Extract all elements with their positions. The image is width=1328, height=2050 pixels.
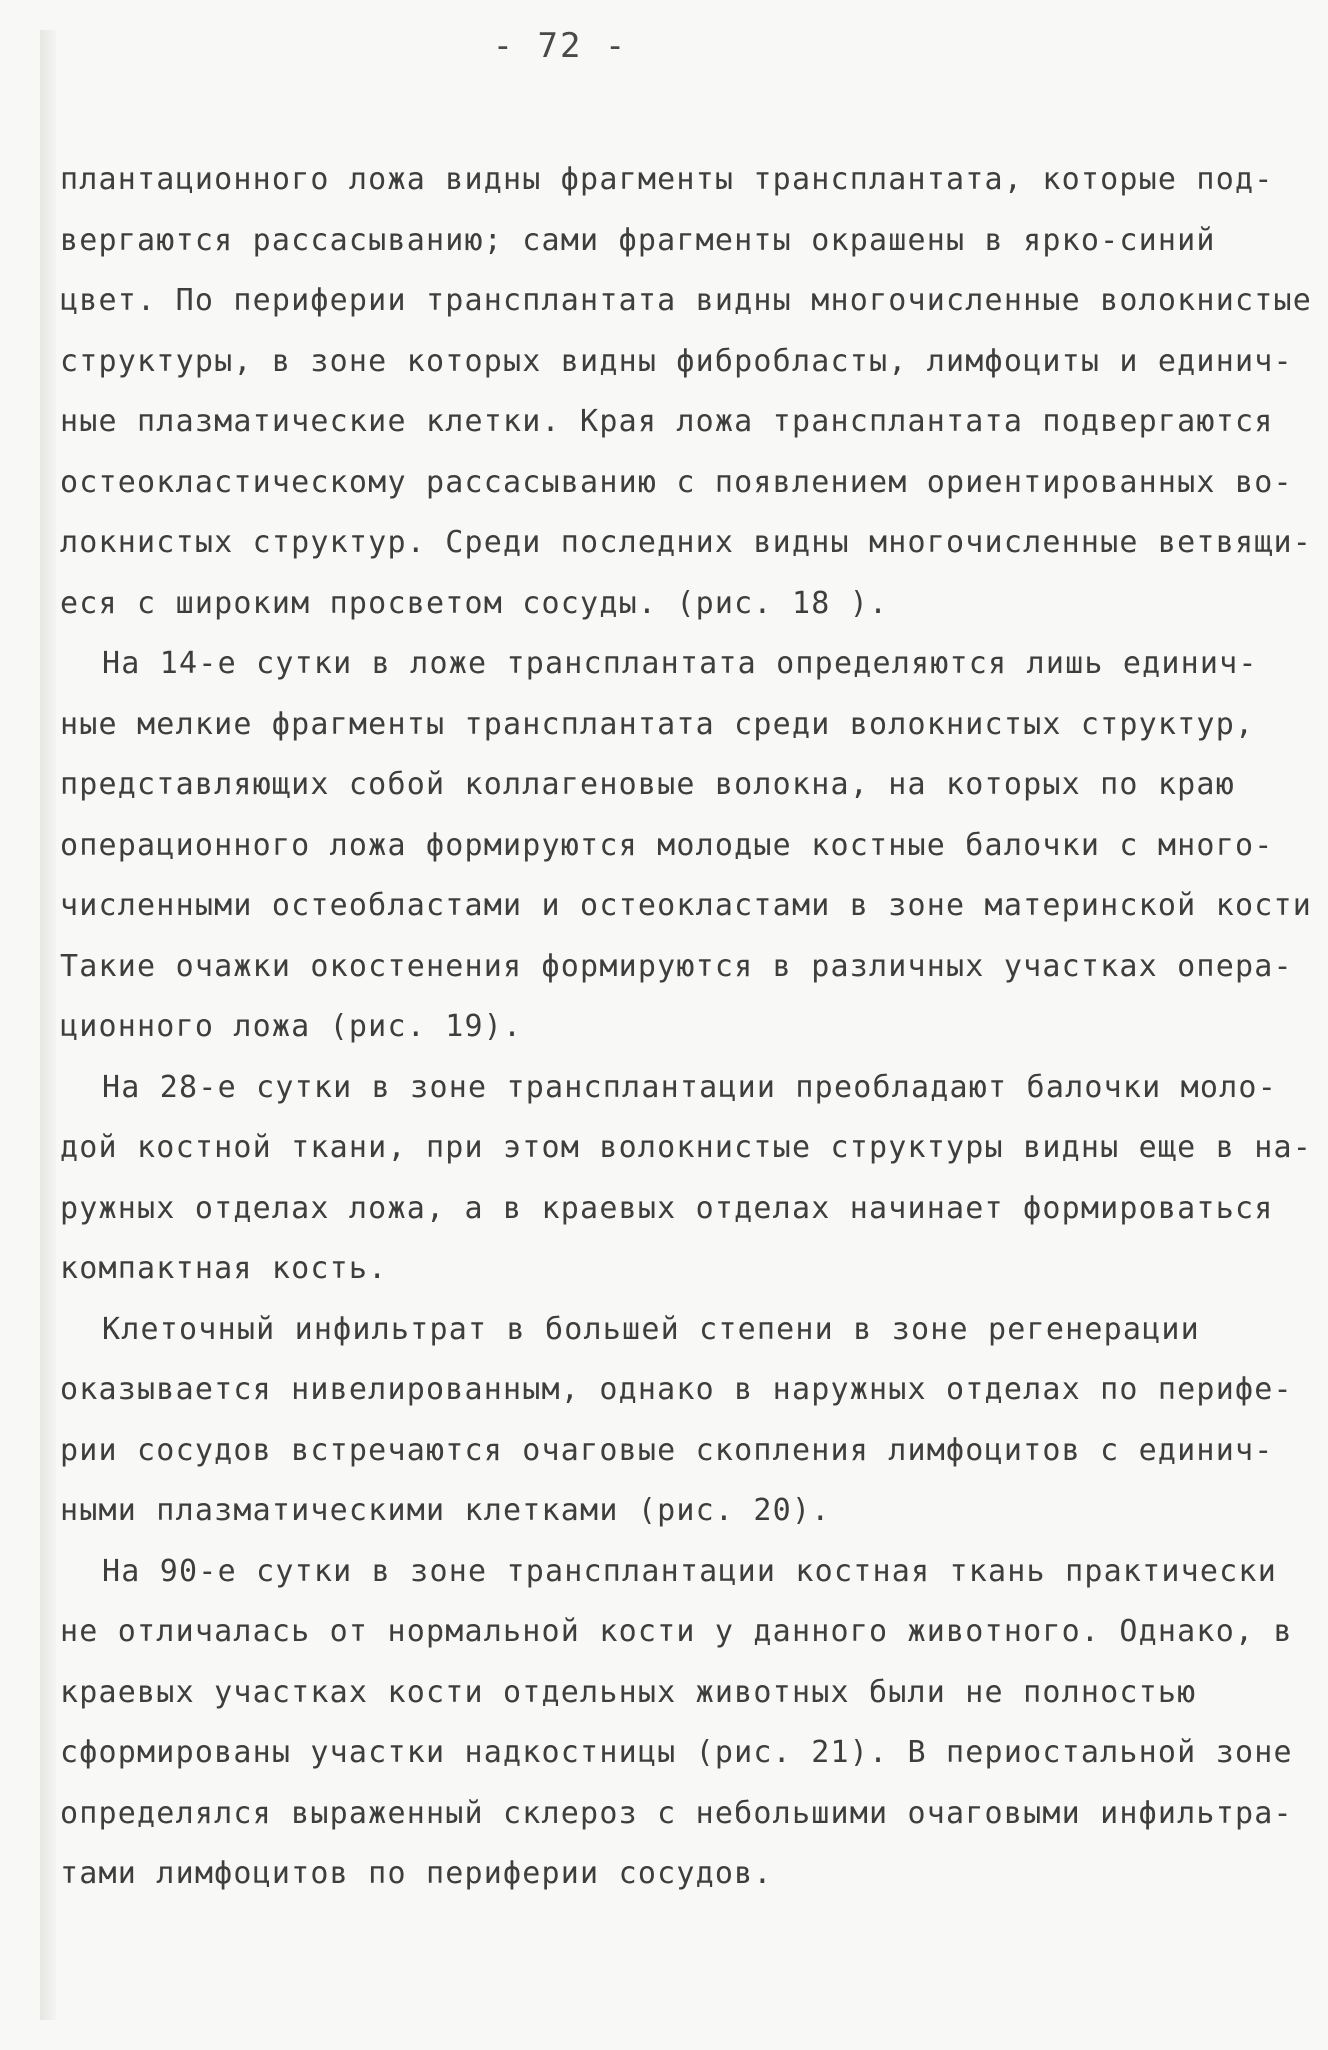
page-number: - 72 -	[492, 26, 628, 66]
paragraph-first-line: На 14-е сутки в ложе трансплантата определяются лишь единич-	[102, 646, 1258, 681]
text-line: краевых участках кости отдельных животных были не полностью	[60, 1674, 1197, 1710]
text-line: сформированы участки надкостницы (рис. 21). В периостальной зоне	[60, 1735, 1293, 1770]
text-line: вергаются рассасыванию; сами фрагменты окрашены в ярко-синий	[60, 222, 1216, 258]
text-line: ные мелкие фрагменты трансплантата среди волокнистых структур,	[60, 706, 1255, 742]
text-line: оказывается нивелированным, однако в наружных отделах по перифе-	[60, 1372, 1293, 1407]
text-line: остеокластическому рассасыванию с появлением ориентированных во-	[60, 464, 1293, 500]
paragraph-first-line: На 90-е сутки в зоне трансплантации костная ткань практически	[102, 1553, 1277, 1589]
text-line: рии сосудов встречаются очаговые скопления лимфоцитов с единич-	[60, 1432, 1274, 1468]
text-line: не отличалась от нормальной кости у данного животного. Однако, в	[60, 1614, 1293, 1649]
text-line: ными плазматическими клетками (рис. 20).	[60, 1493, 831, 1528]
scan-edge-shadow	[40, 30, 56, 2020]
text-line: цвет. По периферии трансплантата видны многочисленные волокнистые	[60, 283, 1312, 318]
text-line: представляющих собой коллагеновые волокна, на которых по краю	[60, 767, 1235, 802]
text-line: операционного ложа формируются молодые костные балочки с много-	[60, 827, 1274, 863]
text-line: структуры, в зоне которых видны фибробласты, лимфоциты и единич-	[60, 343, 1293, 379]
paragraph-first-line: На 28-е сутки в зоне трансплантации преобладают балочки моло-	[102, 1069, 1277, 1105]
text-line: численными остеобластами и остеокластами в зоне материнской кости	[60, 888, 1312, 923]
text-line: ружных отделах ложа, а в краевых отделах начинает формироваться	[60, 1190, 1274, 1226]
text-line: дой костной ткани, при этом волокнистые структуры видны еще в на-	[60, 1130, 1312, 1165]
text-line: компактная кость.	[60, 1251, 388, 1286]
text-line: еся с широким просветом сосуды. (рис. 18 ).	[60, 585, 889, 621]
text-line: ционного ложа (рис. 19).	[60, 1009, 523, 1044]
text-line: тами лимфоцитов по периферии сосудов.	[60, 1856, 773, 1891]
text-line: Такие очажки окостенения формируются в различных участках опера-	[60, 948, 1293, 984]
body-text	[60, 150, 1312, 1905]
paragraph-first-line: Клеточный инфильтрат в большей степени в зоне регенерации	[102, 1311, 1200, 1347]
text-line: определялся выраженный склероз с небольшими очаговыми инфильтра-	[60, 1795, 1293, 1831]
text-line: ные плазматические клетки. Края ложа трансплантата подвергаются	[60, 404, 1274, 439]
text-line: локнистых структур. Среди последних видны многочисленные ветвящи-	[60, 525, 1312, 560]
text-line: плантационного ложа видны фрагменты трансплантата, которые под-	[60, 162, 1274, 197]
